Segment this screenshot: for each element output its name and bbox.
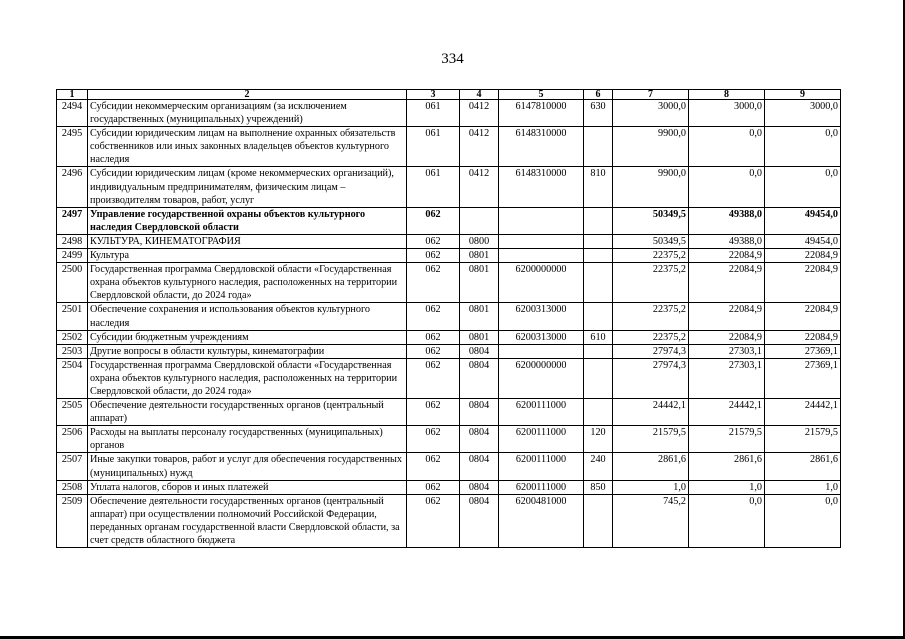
code-expense-type: 810 — [584, 167, 613, 207]
value-col-7: 1,0 — [613, 480, 689, 494]
table-row — [57, 167, 841, 207]
value-col-7: 22375,2 — [613, 303, 689, 330]
code-section: 0804 — [460, 480, 499, 494]
row-name: Государственная программа Свердловской области «Государственная охрана объектов культурного наследия, расположенных на территории Свердловской области, до 2024 года» — [88, 263, 407, 303]
code-section: 0412 — [460, 100, 499, 127]
code-expense-type: 850 — [584, 480, 613, 494]
row-name: КУЛЬТУРА, КИНЕМАТОГРАФИЯ — [88, 234, 407, 248]
value-col-8: 0,0 — [689, 494, 765, 547]
code-target: 6148310000 — [499, 167, 584, 207]
row-name: Субсидии юридическим лицам (кроме некоммерческих организаций), индивидуальным предпринимателям, физическим лицам – производителям товаров, работ, услуг — [88, 167, 407, 207]
code-target: 6148310000 — [499, 127, 584, 167]
code-target: 6200111000 — [499, 399, 584, 426]
code-expense-type — [584, 234, 613, 248]
code-target: 6200000000 — [499, 263, 584, 303]
value-col-7: 22375,2 — [613, 249, 689, 263]
code-section: 0804 — [460, 426, 499, 453]
table-row — [57, 426, 841, 453]
value-col-7: 24442,1 — [613, 399, 689, 426]
value-col-7: 9900,0 — [613, 127, 689, 167]
value-col-8: 0,0 — [689, 167, 765, 207]
row-number: 2501 — [57, 303, 88, 330]
value-col-7: 22375,2 — [613, 330, 689, 344]
code-section: 0412 — [460, 167, 499, 207]
value-col-8: 1,0 — [689, 480, 765, 494]
code-expense-type — [584, 358, 613, 398]
code-admin: 062 — [407, 234, 460, 248]
code-target: 6200111000 — [499, 426, 584, 453]
value-col-9: 22084,9 — [765, 303, 841, 330]
code-target — [499, 344, 584, 358]
table-row — [57, 207, 841, 234]
row-number: 2508 — [57, 480, 88, 494]
table-row — [57, 344, 841, 358]
code-target: 6200000000 — [499, 358, 584, 398]
code-section: 0412 — [460, 127, 499, 167]
value-col-9: 27369,1 — [765, 344, 841, 358]
value-col-7: 3000,0 — [613, 100, 689, 127]
value-col-9: 0,0 — [765, 167, 841, 207]
code-expense-type — [584, 344, 613, 358]
code-target: 6200111000 — [499, 480, 584, 494]
value-col-9: 49454,0 — [765, 234, 841, 248]
code-admin: 062 — [407, 207, 460, 234]
column-header: 7 — [613, 90, 689, 100]
table-row — [57, 494, 841, 547]
code-admin: 062 — [407, 263, 460, 303]
code-admin: 062 — [407, 480, 460, 494]
table-row — [57, 234, 841, 248]
column-header: 9 — [765, 90, 841, 100]
value-col-7: 27974,3 — [613, 344, 689, 358]
column-header: 6 — [584, 90, 613, 100]
code-expense-type — [584, 399, 613, 426]
code-expense-type — [584, 249, 613, 263]
row-number: 2498 — [57, 234, 88, 248]
table-row — [57, 127, 841, 167]
value-col-9: 3000,0 — [765, 100, 841, 127]
row-number: 2502 — [57, 330, 88, 344]
value-col-7: 50349,5 — [613, 207, 689, 234]
column-header: 5 — [499, 90, 584, 100]
code-section: 0804 — [460, 344, 499, 358]
header-row — [57, 90, 841, 100]
value-col-8: 2861,6 — [689, 453, 765, 480]
code-section — [460, 207, 499, 234]
code-section: 0800 — [460, 234, 499, 248]
table-row — [57, 453, 841, 480]
value-col-8: 3000,0 — [689, 100, 765, 127]
column-header: 8 — [689, 90, 765, 100]
page-number: 334 — [441, 51, 464, 67]
code-admin: 062 — [407, 494, 460, 547]
row-number: 2509 — [57, 494, 88, 547]
code-admin: 062 — [407, 330, 460, 344]
value-col-7: 9900,0 — [613, 167, 689, 207]
value-col-8: 22084,9 — [689, 303, 765, 330]
value-col-9: 22084,9 — [765, 330, 841, 344]
code-section: 0804 — [460, 494, 499, 547]
code-section: 0804 — [460, 399, 499, 426]
table-row — [57, 330, 841, 344]
row-name: Управление государственной охраны объектов культурного наследия Свердловской области — [88, 207, 407, 234]
value-col-8: 22084,9 — [689, 330, 765, 344]
value-col-9: 0,0 — [765, 127, 841, 167]
column-header: 3 — [407, 90, 460, 100]
row-number: 2494 — [57, 100, 88, 127]
code-expense-type: 610 — [584, 330, 613, 344]
row-name: Обеспечение деятельности государственных органов (центральный аппарат) при осуществлении полномочий Российской Федерации, переданных органам государственной власти Свердловской области, за счет средств областного бюджета — [88, 494, 407, 547]
value-col-9: 22084,9 — [765, 263, 841, 303]
code-admin: 062 — [407, 453, 460, 480]
value-col-7: 27974,3 — [613, 358, 689, 398]
row-number: 2506 — [57, 426, 88, 453]
value-col-7: 50349,5 — [613, 234, 689, 248]
code-expense-type — [584, 207, 613, 234]
row-name: Субсидии бюджетным учреждениям — [88, 330, 407, 344]
value-col-8: 0,0 — [689, 127, 765, 167]
row-name: Государственная программа Свердловской области «Государственная охрана объектов культурного наследия, расположенных на территории Свердловской области, до 2024 года» — [88, 358, 407, 398]
row-name: Другие вопросы в области культуры, кинематографии — [88, 344, 407, 358]
value-col-7: 21579,5 — [613, 426, 689, 453]
code-section: 0804 — [460, 453, 499, 480]
code-target: 6200313000 — [499, 303, 584, 330]
column-header: 2 — [88, 90, 407, 100]
value-col-9: 27369,1 — [765, 358, 841, 398]
code-target: 6147810000 — [499, 100, 584, 127]
code-expense-type — [584, 127, 613, 167]
row-name: Уплата налогов, сборов и иных платежей — [88, 480, 407, 494]
code-admin: 062 — [407, 249, 460, 263]
value-col-8: 27303,1 — [689, 344, 765, 358]
code-target — [499, 249, 584, 263]
row-number: 2500 — [57, 263, 88, 303]
code-expense-type — [584, 263, 613, 303]
value-col-8: 49388,0 — [689, 207, 765, 234]
row-name: Культура — [88, 249, 407, 263]
value-col-8: 27303,1 — [689, 358, 765, 398]
column-header: 1 — [57, 90, 88, 100]
row-number: 2507 — [57, 453, 88, 480]
row-number: 2496 — [57, 167, 88, 207]
value-col-9: 49454,0 — [765, 207, 841, 234]
code-target: 6200481000 — [499, 494, 584, 547]
code-section: 0801 — [460, 263, 499, 303]
code-admin: 061 — [407, 167, 460, 207]
row-name: Обеспечение сохранения и использования объектов культурного наследия — [88, 303, 407, 330]
value-col-9: 22084,9 — [765, 249, 841, 263]
row-number: 2504 — [57, 358, 88, 398]
value-col-8: 22084,9 — [689, 249, 765, 263]
row-name: Обеспечение деятельности государственных органов (центральный аппарат) — [88, 399, 407, 426]
row-name: Субсидии юридическим лицам на выполнение охранных обязательств собственников или иных законных владельцев объектов культурного наследия — [88, 127, 407, 167]
value-col-7: 2861,6 — [613, 453, 689, 480]
code-target: 6200111000 — [499, 453, 584, 480]
code-section: 0804 — [460, 358, 499, 398]
value-col-7: 22375,2 — [613, 263, 689, 303]
value-col-9: 2861,6 — [765, 453, 841, 480]
row-number: 2503 — [57, 344, 88, 358]
value-col-9: 1,0 — [765, 480, 841, 494]
value-col-9: 21579,5 — [765, 426, 841, 453]
code-expense-type — [584, 494, 613, 547]
row-number: 2497 — [57, 207, 88, 234]
row-name: Иные закупки товаров, работ и услуг для обеспечения государственных (муниципальных) нужд — [88, 453, 407, 480]
value-col-8: 49388,0 — [689, 234, 765, 248]
row-name: Субсидии некоммерческим организациям (за исключением государственных (муниципальных) учреждений) — [88, 100, 407, 127]
table-row — [57, 100, 841, 127]
code-admin: 062 — [407, 426, 460, 453]
code-expense-type: 120 — [584, 426, 613, 453]
code-expense-type: 630 — [584, 100, 613, 127]
table-row — [57, 358, 841, 398]
table-row — [57, 263, 841, 303]
code-admin: 062 — [407, 303, 460, 330]
table-row — [57, 303, 841, 330]
code-target — [499, 234, 584, 248]
code-expense-type — [584, 303, 613, 330]
budget-table — [56, 89, 841, 548]
code-section: 0801 — [460, 303, 499, 330]
value-col-8: 22084,9 — [689, 263, 765, 303]
code-expense-type: 240 — [584, 453, 613, 480]
table-row — [57, 480, 841, 494]
table-row — [57, 399, 841, 426]
code-admin: 062 — [407, 358, 460, 398]
row-number: 2505 — [57, 399, 88, 426]
value-col-8: 24442,1 — [689, 399, 765, 426]
code-target — [499, 207, 584, 234]
value-col-8: 21579,5 — [689, 426, 765, 453]
row-number: 2499 — [57, 249, 88, 263]
code-admin: 062 — [407, 399, 460, 426]
code-section: 0801 — [460, 330, 499, 344]
value-col-7: 745,2 — [613, 494, 689, 547]
row-number: 2495 — [57, 127, 88, 167]
column-header: 4 — [460, 90, 499, 100]
code-section: 0801 — [460, 249, 499, 263]
table-row — [57, 249, 841, 263]
value-col-9: 24442,1 — [765, 399, 841, 426]
row-name: Расходы на выплаты персоналу государственных (муниципальных) органов — [88, 426, 407, 453]
code-admin: 062 — [407, 344, 460, 358]
code-admin: 061 — [407, 127, 460, 167]
value-col-9: 0,0 — [765, 494, 841, 547]
code-target: 6200313000 — [499, 330, 584, 344]
code-admin: 061 — [407, 100, 460, 127]
